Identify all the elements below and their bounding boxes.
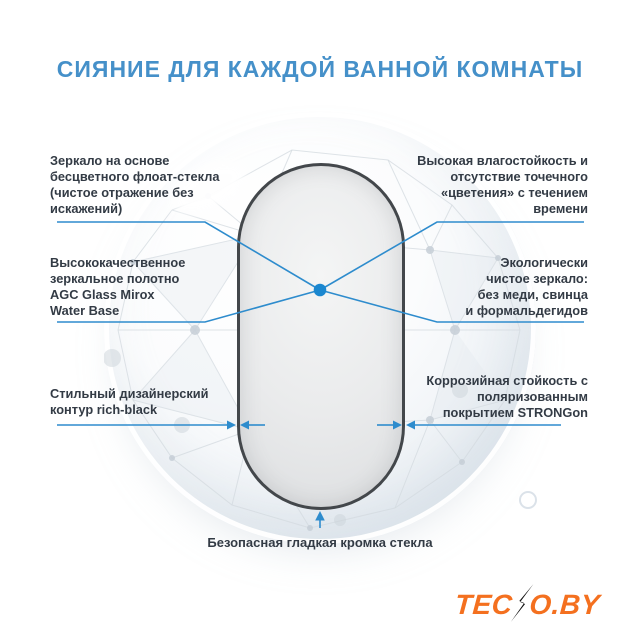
callout-line: и формальдегидов xyxy=(465,303,588,318)
callout-line: покрытием STRONGon xyxy=(442,405,588,420)
callout-mirror-canvas xyxy=(50,255,185,319)
mirror-capsule xyxy=(237,163,405,510)
callout-float-glass xyxy=(50,153,219,217)
callout-line: Высококачественное xyxy=(50,255,186,270)
brand-logo xyxy=(454,586,602,624)
callout-moisture-resistance xyxy=(417,153,588,217)
callout-line: AGC Glass Mirox xyxy=(50,287,155,302)
callout-line: времени xyxy=(533,201,588,216)
callout-line: поляризованным xyxy=(476,389,588,404)
callout-corrosion-resistance xyxy=(426,373,588,421)
callout-line: зеркальное полотно xyxy=(50,271,180,286)
callout-line: «цветения» с течением xyxy=(440,185,588,200)
callout-eco-mirror xyxy=(465,255,588,319)
callout-line: Зеркало на основе xyxy=(50,153,170,168)
callout-glass-edge: Безопасная гладкая кромка стекла xyxy=(207,535,433,550)
logo-text-left: TEC xyxy=(453,589,514,620)
callout-line: чистое зеркало: xyxy=(486,271,588,286)
callout-line: без меди, свинца xyxy=(477,287,588,302)
callout-line: искажений) xyxy=(50,201,123,216)
callout-line: Высокая влагостойкость и xyxy=(417,153,588,168)
callout-line: бесцветного флоат-стекла xyxy=(50,169,220,184)
callout-line: отсутствие точечного xyxy=(450,169,588,184)
logo-text-right: O.BY xyxy=(528,589,602,620)
callout-rich-black-contour xyxy=(50,386,209,418)
callout-line: контур rich-black xyxy=(50,402,158,417)
small-bubble-icon xyxy=(519,491,537,509)
callout-line: Water Base xyxy=(50,303,120,318)
callout-line: Стильный дизайнерский xyxy=(50,386,209,401)
callout-line: (чистое отражение без xyxy=(50,185,194,200)
lightning-n-icon xyxy=(509,584,534,622)
callout-line: Экологически xyxy=(500,255,588,270)
callout-line: Коррозийная стойкость с xyxy=(426,373,588,388)
page-title: СИЯНИЕ ДЛЯ КАЖДОЙ ВАННОЙ КОМНАТЫ xyxy=(56,56,584,82)
